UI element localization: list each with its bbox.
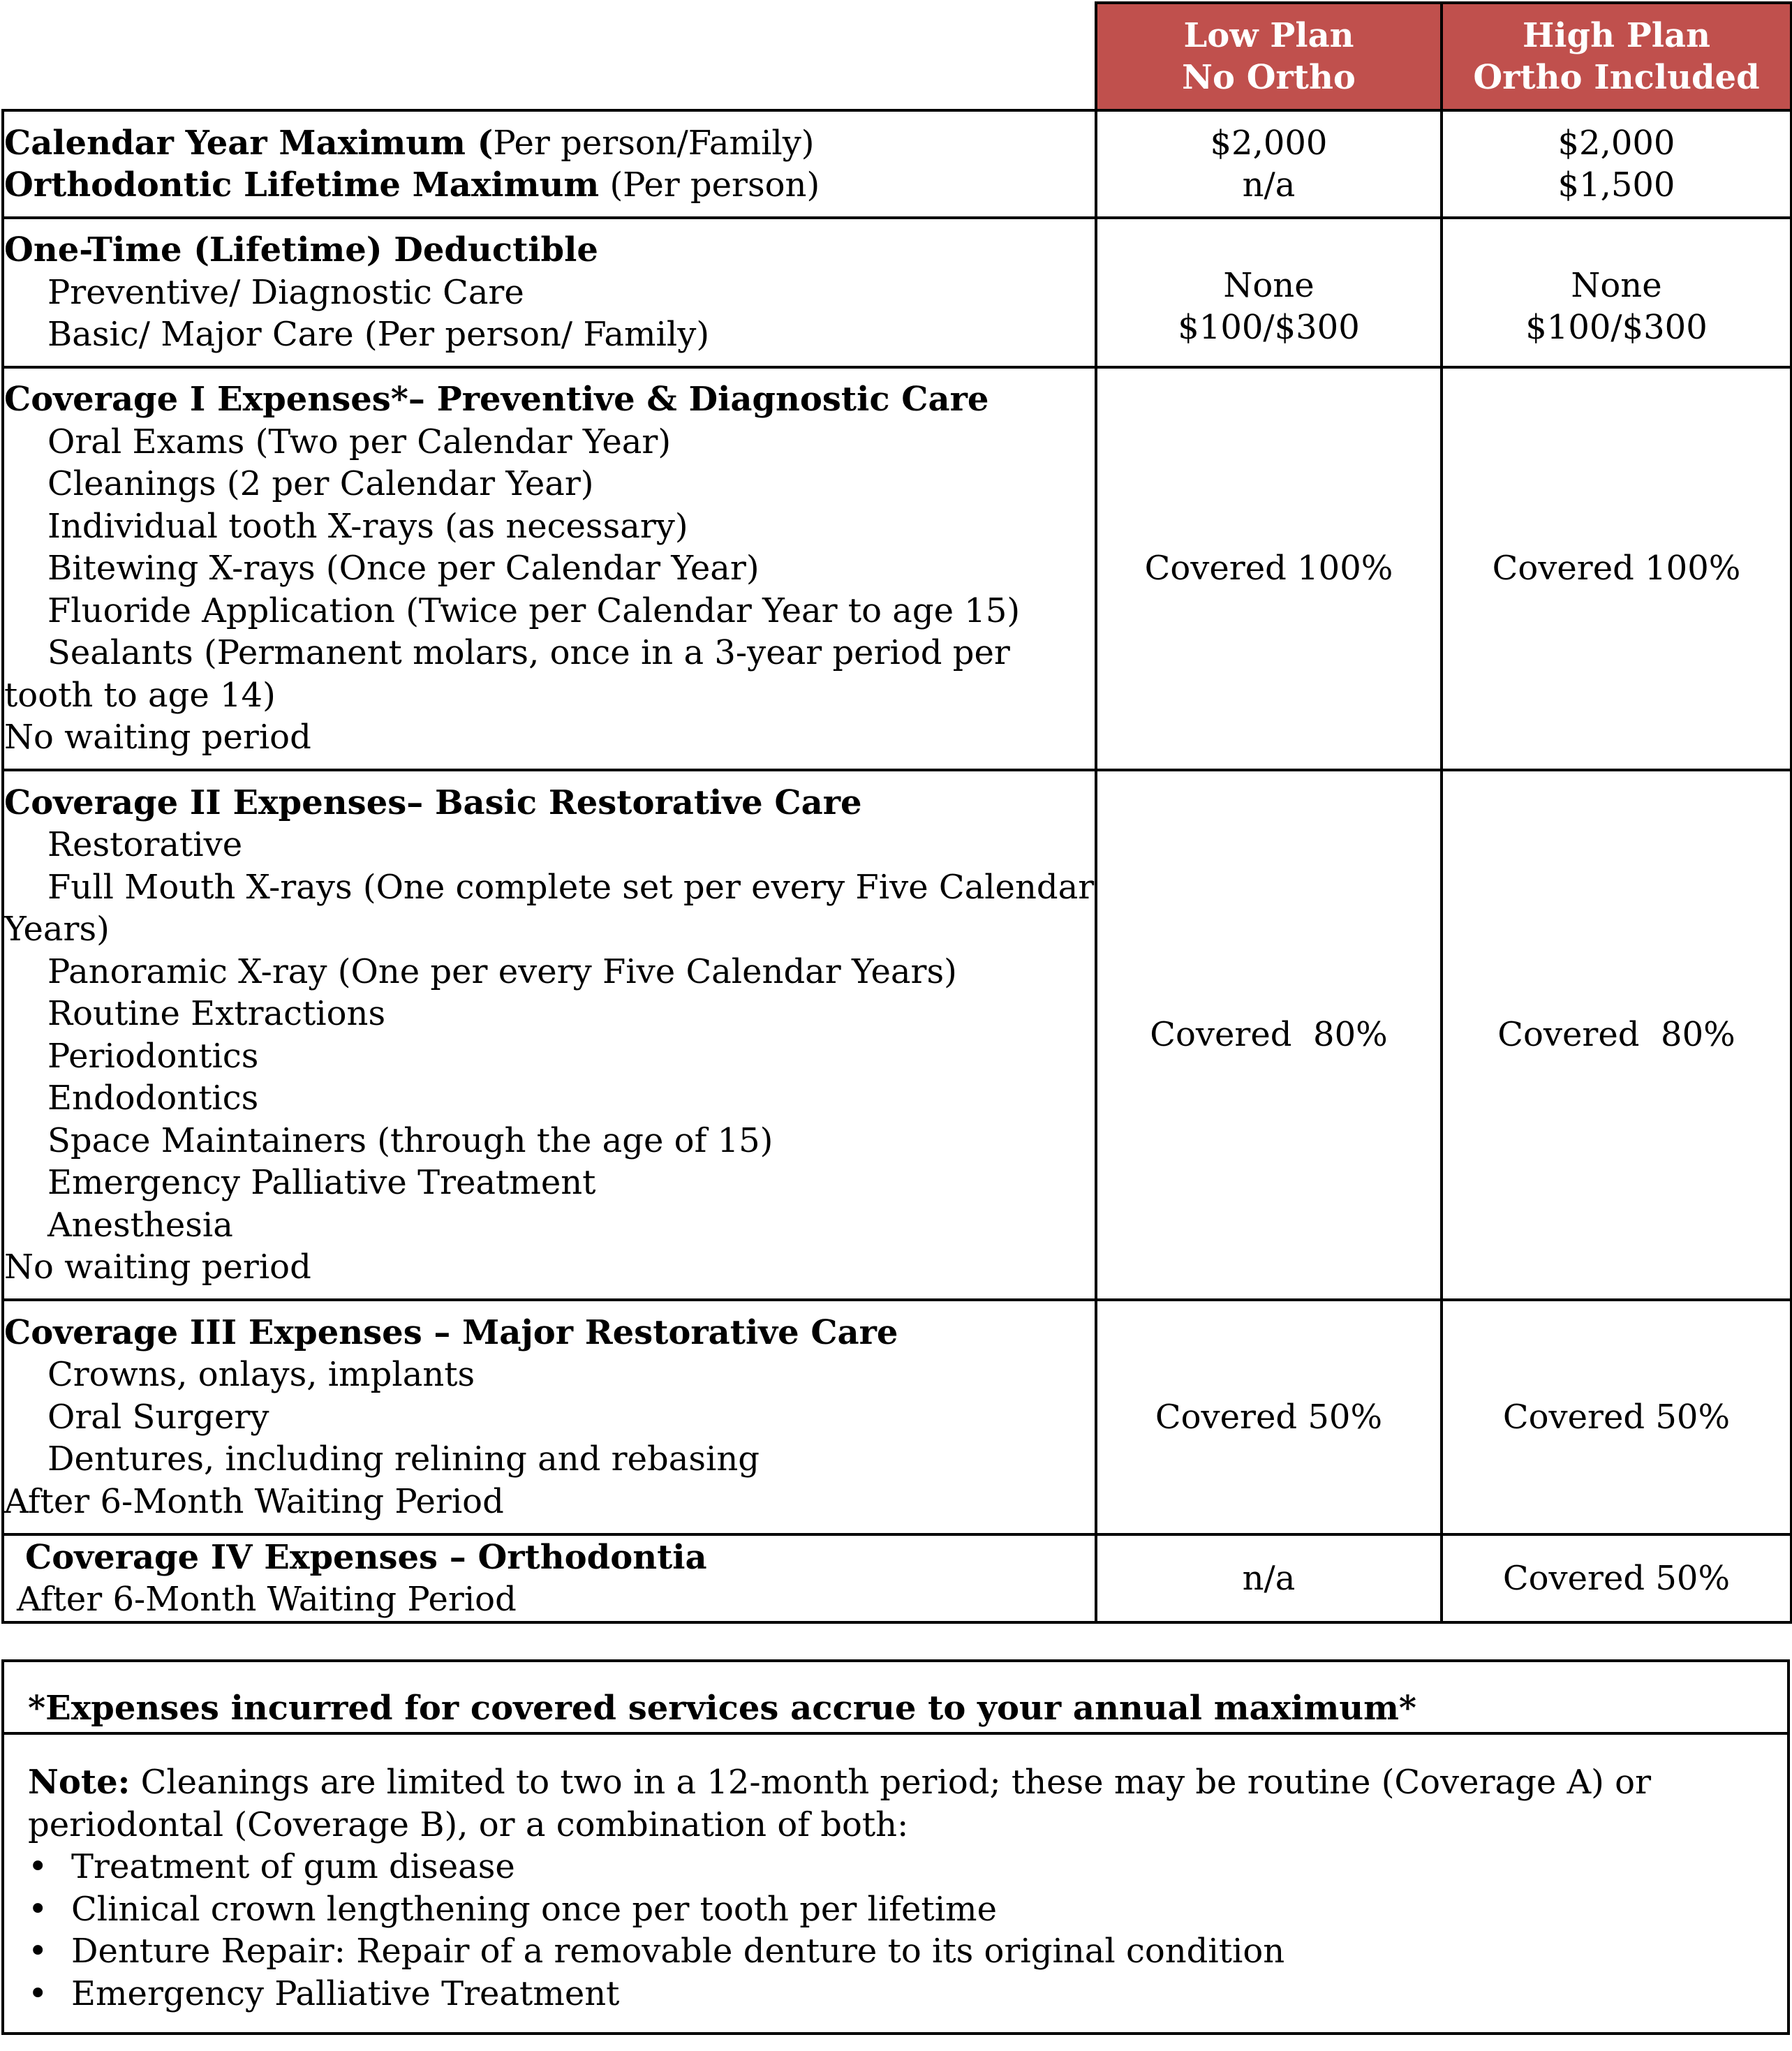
low-plan-annual-max: $2,000 [1210,123,1328,163]
coverage-value: Covered 50% [1155,1397,1383,1437]
value-line: $100/$300 [1178,308,1360,347]
high-plan-ortho-max: $1,500 [1557,165,1675,205]
list-item: Cleanings (2 per Calendar Year) [47,464,594,504]
list-item: Anesthesia [47,1205,233,1245]
bullet-icon: • [28,1847,48,1886]
label-normal: Per person/Family) [493,123,815,163]
bullet-text: Treatment of gum disease [71,1847,515,1886]
deductible-description [3,218,1096,367]
list-item: Individual tooth X-rays (as necessary) [47,506,688,546]
high-plan-annual-max: $2,000 [1557,123,1675,163]
list-item [28,1888,1766,1931]
list-item: Full Mouth X-rays (One complete set per every Five Calendar Years) [4,867,1095,949]
low-plan-maximums [1096,110,1442,218]
table-row-deductible [3,218,1791,367]
bullet-text: Emergency Palliative Treatment [71,1974,620,2013]
notes-body [4,1735,1787,2015]
bullet-icon: • [28,1974,48,2013]
coverage-ii-title: Coverage II Expenses– Basic Restorative Care [4,783,862,822]
list-item: Fluoride Application (Twice per Calendar Year to age 15) [47,591,1021,630]
table-row-coverage-iv [3,1534,1791,1622]
low-plan-name: Low Plan [1183,16,1354,55]
list-item: Endodontics [47,1079,259,1118]
low-plan-coverage-iv [1096,1534,1442,1622]
note-text: Cleanings are limited to two in a 12-month period; these may be routine (Coverage A) or periodontal (Coverage B), or a combination of both: [28,1763,1652,1844]
note-paragraph [28,1761,1766,1846]
coverage-iv-description [3,1534,1096,1622]
high-plan-coverage-i [1442,367,1791,770]
high-plan-deductible [1442,218,1791,367]
calendar-year-maximum-label [4,122,1095,165]
notes-box [1,1659,1790,2035]
value-line: None [1223,265,1315,305]
table-row-coverage-ii [3,770,1791,1300]
list-item [28,1930,1766,1973]
coverage-value: Covered 100% [1492,549,1741,588]
coverage-value: n/a [1242,1558,1296,1598]
coverage-value: Covered 100% [1144,549,1393,588]
high-plan-coverage-iii [1442,1300,1791,1534]
notes-heading: *Expenses incurred for covered services accrue to your annual maximum* [4,1662,1787,1735]
low-plan-coverage-i [1096,367,1442,770]
table-row-maximums [3,110,1791,218]
low-plan-coverage-iii [1096,1300,1442,1534]
value-line: $100/$300 [1525,308,1708,347]
bullet-text: Denture Repair: Repair of a removable denture to its original condition [71,1932,1285,1971]
maximums-description [3,110,1096,218]
list-item [28,1846,1766,1888]
waiting-period: No waiting period [4,1247,311,1287]
high-plan-maximums [1442,110,1791,218]
coverage-i-description [3,367,1096,770]
high-plan-header [1442,3,1791,110]
list-item: Emergency Palliative Treatment [47,1163,596,1202]
header-blank-cell [3,3,1096,110]
list-item: Routine Extractions [47,994,386,1033]
table-header-row [3,3,1791,110]
note-bullet-list [28,1846,1766,2015]
label-bold: Orthodontic Lifetime Maximum [4,165,600,205]
coverage-value: Covered 80% [1497,1015,1735,1055]
list-item: Bitewing X-rays (Once per Calendar Year) [47,549,760,588]
list-item [28,1973,1766,2015]
list-item: Oral Surgery [47,1397,269,1437]
table-row-coverage-iii [3,1300,1791,1534]
list-item: Preventive/ Diagnostic Care [47,272,524,312]
list-item: Space Maintainers (through the age of 15) [47,1120,773,1160]
list-item: Panoramic X-ray (One per every Five Calendar Years) [47,952,957,991]
coverage-value: Covered 50% [1502,1397,1731,1437]
waiting-period: After 6-Month Waiting Period [17,1580,517,1619]
bullet-icon: • [28,1932,48,1971]
note-label: Note: [28,1763,131,1802]
list-item: Sealants (Permanent molars, once in a 3-year period per tooth to age 14) [4,633,1010,715]
low-plan-subtitle: No Ortho [1182,58,1356,97]
list-item: Crowns, onlays, implants [47,1355,475,1395]
list-item: Periodontics [47,1036,259,1076]
list-item: Basic/ Major Care (Per person/ Family) [47,315,710,355]
high-plan-coverage-ii [1442,770,1791,1300]
label-bold: Calendar Year Maximum ( [4,123,494,163]
high-plan-name: High Plan [1522,16,1711,55]
waiting-period: After 6-Month Waiting Period [4,1481,504,1521]
low-plan-header [1096,3,1442,110]
low-plan-coverage-ii [1096,770,1442,1300]
bullet-text: Clinical crown lengthening once per tooth per lifetime [71,1889,997,1929]
high-plan-subtitle: Ortho Included [1473,58,1760,97]
coverage-value: Covered 80% [1150,1015,1388,1055]
ortho-lifetime-maximum-label [4,164,1095,207]
coverage-i-title: Coverage I Expenses*– Preventive & Diagnostic Care [4,380,989,420]
list-item: Restorative [47,825,243,864]
list-item: Oral Exams (Two per Calendar Year) [47,422,672,461]
coverage-iv-title: Coverage IV Expenses – Orthodontia [25,1537,707,1577]
list-item: Dentures, including relining and rebasing [47,1439,760,1479]
high-plan-coverage-iv [1442,1534,1791,1622]
coverage-iii-title: Coverage III Expenses – Major Restorative Care [4,1312,898,1352]
coverage-value: Covered 50% [1502,1558,1731,1598]
bullet-icon: • [28,1889,48,1929]
low-plan-deductible [1096,218,1442,367]
coverage-iii-description [3,1300,1096,1534]
value-line: None [1571,265,1662,305]
table-row-coverage-i [3,367,1791,770]
benefits-table [1,1,1792,1624]
low-plan-ortho-max: n/a [1242,165,1296,205]
coverage-ii-description [3,770,1096,1300]
label-normal: (Per person) [599,165,820,205]
deductible-title: One-Time (Lifetime) Deductible [4,230,598,270]
waiting-period: No waiting period [4,718,311,757]
